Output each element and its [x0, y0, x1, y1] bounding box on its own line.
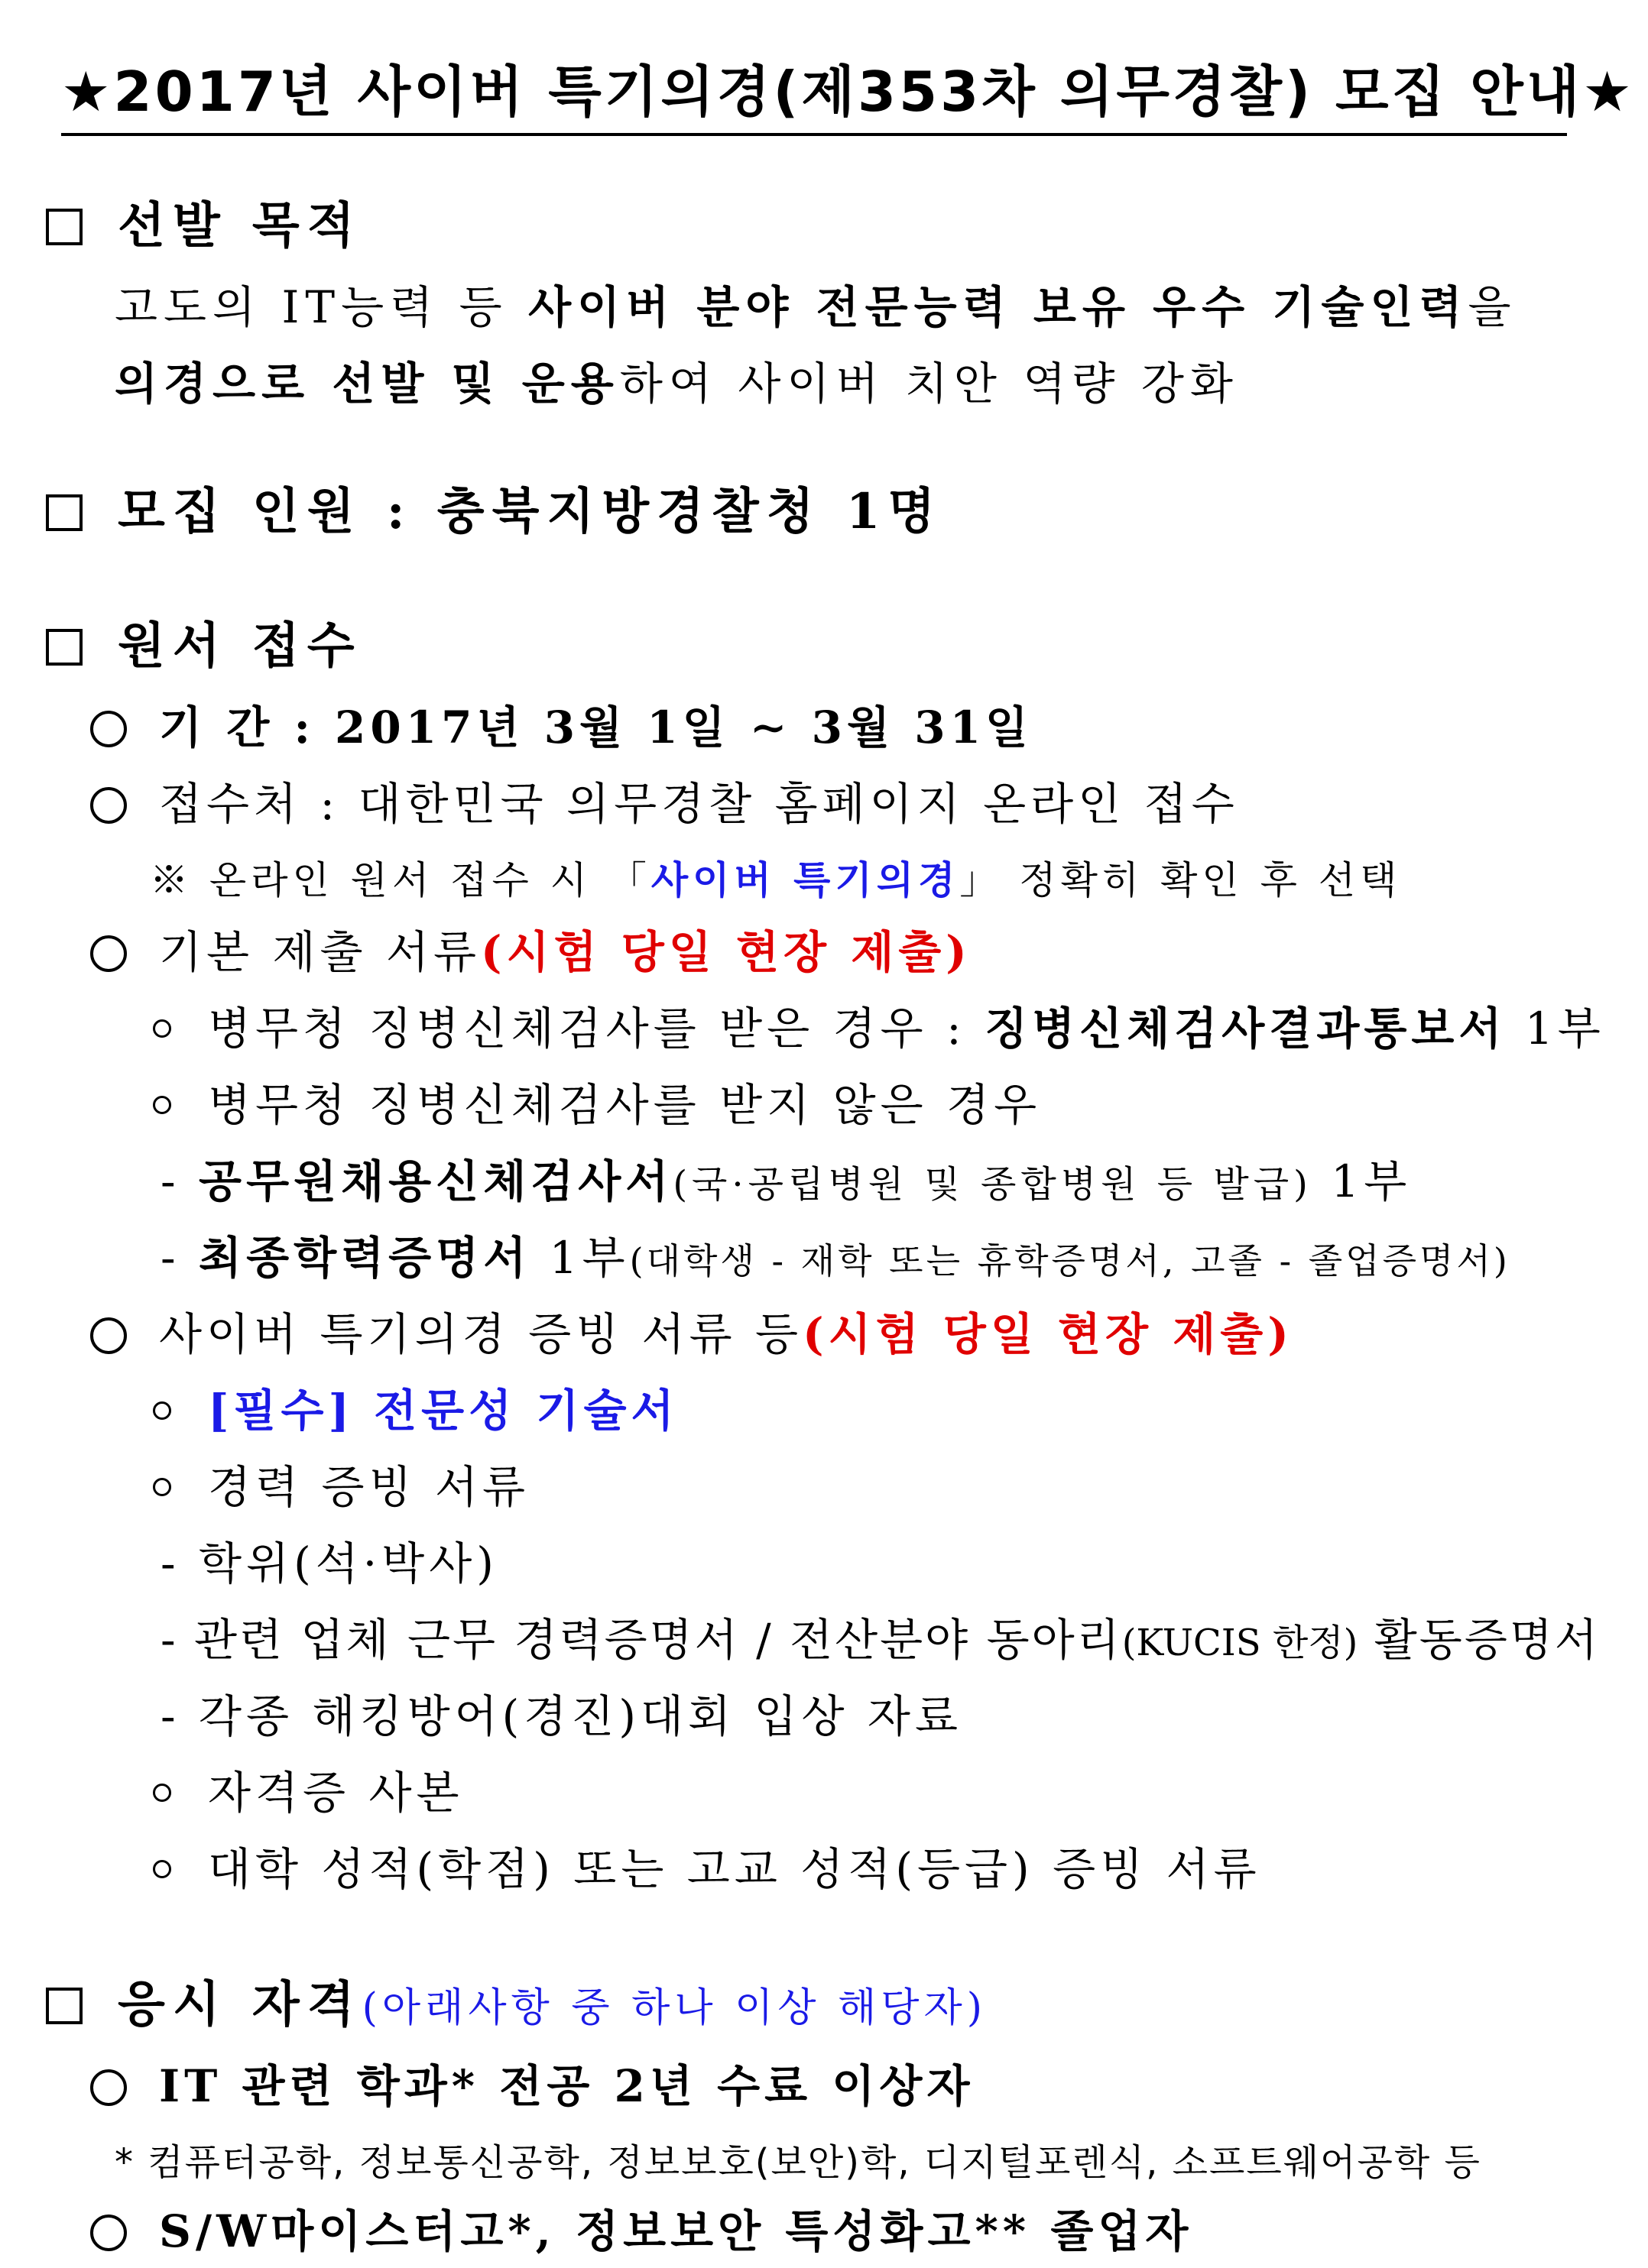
- text: -: [161, 1232, 200, 1284]
- purpose-line-2: [115, 353, 1239, 414]
- text: 기본 제출 서류: [159, 926, 482, 978]
- text-bold: 징병신체검사결과통보서: [985, 1003, 1507, 1055]
- text-small: (대학생 - 재학 또는 휴학증명서, 고졸 - 졸업증명서): [629, 1240, 1510, 1281]
- text-small: (KUCIS 한정): [1121, 1622, 1358, 1664]
- section-heading: 응시 자격: [118, 1976, 362, 2033]
- text: - 각종 해킹방어(경진)대회 입상 자료: [161, 1690, 962, 1742]
- small-circle-bullet-icon: [153, 1478, 171, 1496]
- text: - 관련 업체 근무 경력증명서 / 전산분야 동아리: [161, 1614, 1122, 1666]
- text-blue: [필수] 전문성 기술서: [208, 1385, 679, 1437]
- text-bold: 기 간 : 2017년 3월 1일 ∼ 3월 31일: [159, 701, 1033, 753]
- qualification-1: [90, 2056, 974, 2117]
- text: * 컴퓨터공학, 정보통신공학, 정보보호(보안)학, 디지털포렌식, 소프트웨어공학 등: [115, 2141, 1481, 2184]
- text-bold: 의경으로 선발 및 운용: [115, 358, 620, 410]
- text-small: (국·공립병원 및 종합병원 등 발급): [673, 1163, 1312, 1206]
- text: 대학 성적(학점) 또는 고교 성적(등급) 증빙 서류: [208, 1843, 1261, 1895]
- text: ※ 온라인 원서 접수 시 「: [150, 858, 651, 902]
- basic-doc-3: [161, 1151, 1411, 1215]
- section-recruit-count: [46, 481, 942, 543]
- text: 1부: [1506, 1003, 1605, 1055]
- text-red: (시험 당일 현장 제출): [481, 926, 972, 978]
- cyber-doc-3: [161, 1533, 498, 1594]
- basic-doc-2: [153, 1074, 1041, 1136]
- cyber-doc-4: [161, 1609, 1600, 1673]
- small-circle-bullet-icon: [153, 1401, 171, 1420]
- text-bold: 사이버 분야 전문능력 보유 우수 기술인력: [528, 281, 1468, 333]
- circle-bullet-icon: [90, 1317, 127, 1354]
- checkbox-icon: [46, 1988, 83, 2024]
- text-bold: IT 관련 학과* 전공 2년 수료 이상자: [159, 2060, 975, 2112]
- text: 사이버 특기의경 증빙 서류 등: [159, 1308, 803, 1360]
- circle-bullet-icon: [90, 2215, 127, 2251]
- cyber-doc-5: [161, 1686, 962, 1747]
- basic-docs-item: [90, 922, 972, 983]
- text: 병무청 징병신체검사를 받지 않은 경우: [208, 1079, 1042, 1131]
- text: 1부: [1312, 1155, 1412, 1207]
- circle-bullet-icon: [90, 711, 127, 747]
- qualification-1-note: [115, 2132, 1481, 2193]
- purpose-line-1: [115, 277, 1517, 338]
- text: 고도의 IT능력 등: [115, 281, 529, 333]
- qualification-2: [90, 2201, 1192, 2262]
- place-item: [90, 773, 1239, 834]
- circle-bullet-icon: [90, 935, 127, 972]
- cyber-docs-item: [90, 1304, 1293, 1365]
- cyber-doc-7: [153, 1839, 1261, 1900]
- text-bold: 공무원채용신체검사서: [199, 1155, 673, 1207]
- text: 」 정확히 확인 후 선택: [959, 858, 1402, 902]
- page-title: ★2017년 사이버 특기의경(제353차 의무경찰) 모집 안내★: [61, 53, 1567, 136]
- text-bold-blue: 사이버 특기의경: [650, 857, 960, 902]
- text: 하여 사이버 치안 역량 강화: [619, 358, 1239, 410]
- text: 활동증명서: [1358, 1614, 1600, 1666]
- section-heading: 원서 접수: [118, 617, 362, 675]
- small-circle-bullet-icon: [153, 1096, 171, 1114]
- small-circle-bullet-icon: [153, 1019, 171, 1038]
- text: 경력 증빙 서류: [208, 1461, 530, 1513]
- text-bold: 최종학력증명서: [199, 1232, 531, 1284]
- small-circle-bullet-icon: [153, 1860, 171, 1878]
- checkbox-icon: [46, 629, 83, 666]
- circle-bullet-icon: [90, 2069, 127, 2106]
- cyber-doc-6: [153, 1762, 464, 1823]
- text-red: (시험 당일 현장 제출): [803, 1308, 1293, 1360]
- checkbox-icon: [46, 209, 83, 245]
- section-heading-note: (아래사항 중 하나 이상 해당자): [362, 1985, 988, 2031]
- cyber-doc-1: [153, 1380, 679, 1441]
- text: 접수처 : 대한민국 의무경찰 홈페이지 온라인 접수: [159, 778, 1239, 830]
- text: 1부: [530, 1232, 630, 1284]
- section-eligibility: [46, 1975, 987, 2039]
- section-heading: 선발 목적: [118, 197, 362, 254]
- section-purpose: [46, 196, 362, 257]
- small-circle-bullet-icon: [153, 1784, 171, 1802]
- text: 자격증 사본: [208, 1767, 464, 1819]
- online-note: [150, 850, 1401, 911]
- text: 병무청 징병신체검사를 받은 경우 :: [208, 1003, 985, 1055]
- circle-bullet-icon: [90, 787, 127, 824]
- section-heading: 모집 인원 : 충북지방경찰청 1명: [118, 483, 943, 540]
- checkbox-icon: [46, 494, 83, 531]
- cyber-doc-2: [153, 1456, 530, 1518]
- period-item: [90, 697, 1033, 758]
- section-application: [46, 616, 362, 677]
- text: - 학위(석·박사): [161, 1537, 498, 1589]
- basic-doc-1: [153, 998, 1605, 1059]
- text-bold: S/W마이스터고*, 정보보안 특성화고** 졸업자: [159, 2205, 1193, 2257]
- text: 을: [1468, 281, 1517, 333]
- text: -: [161, 1155, 200, 1207]
- basic-doc-4: [161, 1227, 1510, 1291]
